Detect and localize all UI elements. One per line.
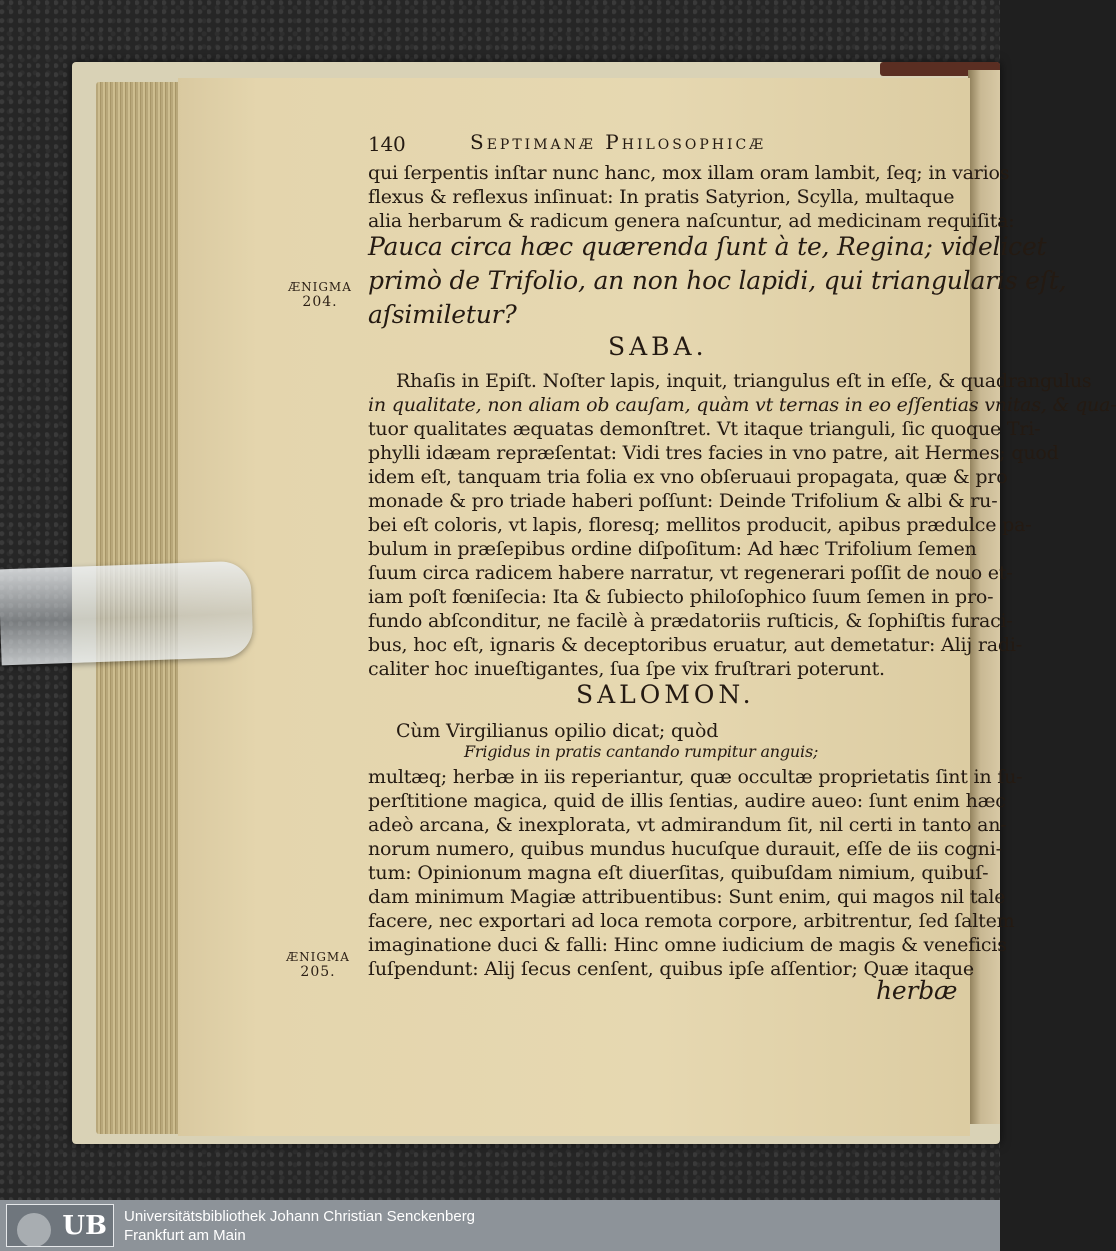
verse-quotation: Frigidus in pratis cantando rumpitur anguis; (464, 742, 819, 761)
text-line: caliter hoc inueſtigantes, ſua ſpe vix fruſtrari poterunt. (368, 658, 885, 680)
portrait-icon (17, 1213, 51, 1247)
text-line: norum numero, quibus mundus hucuſque durauit, eſſe de iis cogni- (368, 838, 1002, 860)
text-line: bei eſt coloris, vt lapis, floresq; mellitos producit, apibus prædulce pa- (368, 514, 1032, 536)
library-city: Frankfurt am Main (124, 1227, 246, 1244)
running-title: Septimanæ Philosophicæ (470, 130, 767, 154)
text-line: tuor qualitates æquatas demonſtret. Vt itaque trianguli, ſic quoque Tri- (368, 418, 1041, 440)
text-line: phylli idæam repræſentat: Vidi tres facies in vno patre, ait Hermes; quod (368, 442, 1059, 464)
text-line: in qualitate, non aliam ob cauſam, quàm vt ternas in eo eſſentias vnitas, & qua- (368, 394, 1116, 416)
text-line: multæq; herbæ in iis reperiantur, quæ occultæ proprietatis ſint in ſu- (368, 766, 1023, 788)
text-line: monade & pro triade haberi poſſunt: Deinde Trifolium & albi & ru- (368, 490, 998, 512)
text-line: ſuſpendunt: Alij ſecus cenſent, quibus ipſe aſſentior; Quæ itaque (368, 958, 974, 980)
footer-banner (0, 1200, 1000, 1251)
text-line: imaginatione duci & falli: Hinc omne iudicium de magis & veneficis (368, 934, 1007, 956)
text-line: Rhaſis in Epiſt. Noſter lapis, inquit, triangulus eſt in eſſe, & quadrangulus (396, 370, 1092, 392)
catchword: herbæ (876, 976, 958, 1005)
text-line: alia herbarum & radicum genera naſcuntur, ad medicinam requiſita: (368, 210, 1015, 232)
text-line: ſuum circa radicem habere narratur, vt regenerari poſſit de nouo et- (368, 562, 1013, 584)
page-number: 140 (368, 132, 406, 156)
text-line: idem eſt, tanquam tria folia ex vno obſeruaui propagata, quæ & pro (368, 466, 1008, 488)
library-name: Universitätsbibliothek Johann Christian Senckenberg (124, 1208, 476, 1225)
text-line: Cùm Virgilianus opilio dicat; quòd (396, 720, 719, 742)
margin-note-aenigma-205: ÆNIGMA 205. (286, 950, 350, 980)
text-line: dam minimum Magiæ attribuentibus: Sunt enim, qui magos nil tale (368, 886, 1006, 908)
ub-logo[interactable]: UB (6, 1204, 114, 1247)
text-line: bus, hoc eſt, ignaris & deceptoribus eruatur, aut demetatur: Alij radi- (368, 634, 1022, 656)
speaker-heading-salomon: SALOMON. (576, 680, 755, 709)
question-line: aſsimiletur? (368, 300, 517, 329)
text-line: fundo abſconditur, ne facilè à prædatoriis ruſticis, & ſophiſtis furaci- (368, 610, 1013, 632)
text-line: iam poſt fœniſecia: Ita & ſubiecto philoſophico ſuum ſemen in pro- (368, 586, 994, 608)
speaker-heading-saba: SABA. (608, 332, 708, 361)
text-line: adeò arcana, & inexplorata, vt admirandum ſit, nil certi in tanto an- (368, 814, 1007, 836)
plastic-page-clip (0, 561, 254, 666)
question-line: Pauca circa hæc quærenda ſunt à te, Regina; videlicet (368, 232, 1047, 261)
text-line: facere, nec exportari ad loca remota corpore, arbitrentur, ſed ſaltem (368, 910, 1015, 932)
text-line: perſtitione magica, quid de illis ſentias, audire aueo: ſunt enim hæc (368, 790, 1006, 812)
text-line: bulum in præſepibus ordine diſpoſitum: Ad hæc Trifolium ſemen (368, 538, 977, 560)
text-line: qui ſerpentis inſtar nunc hanc, mox illam oram lambit, ſeq; in varios (368, 162, 1010, 184)
text-line: tum: Opinionum magna eſt diuerſitas, quibuſdam nimium, quibuſ- (368, 862, 989, 884)
text-line: flexus & reflexus inſinuat: In pratis Satyrion, Scylla, multaque (368, 186, 955, 208)
margin-note-aenigma-204: ÆNIGMA 204. (288, 280, 352, 310)
page-text (260, 128, 1116, 1028)
question-line: primò de Trifolio, an non hoc lapidi, qui triangularis eſt, (368, 266, 1067, 295)
